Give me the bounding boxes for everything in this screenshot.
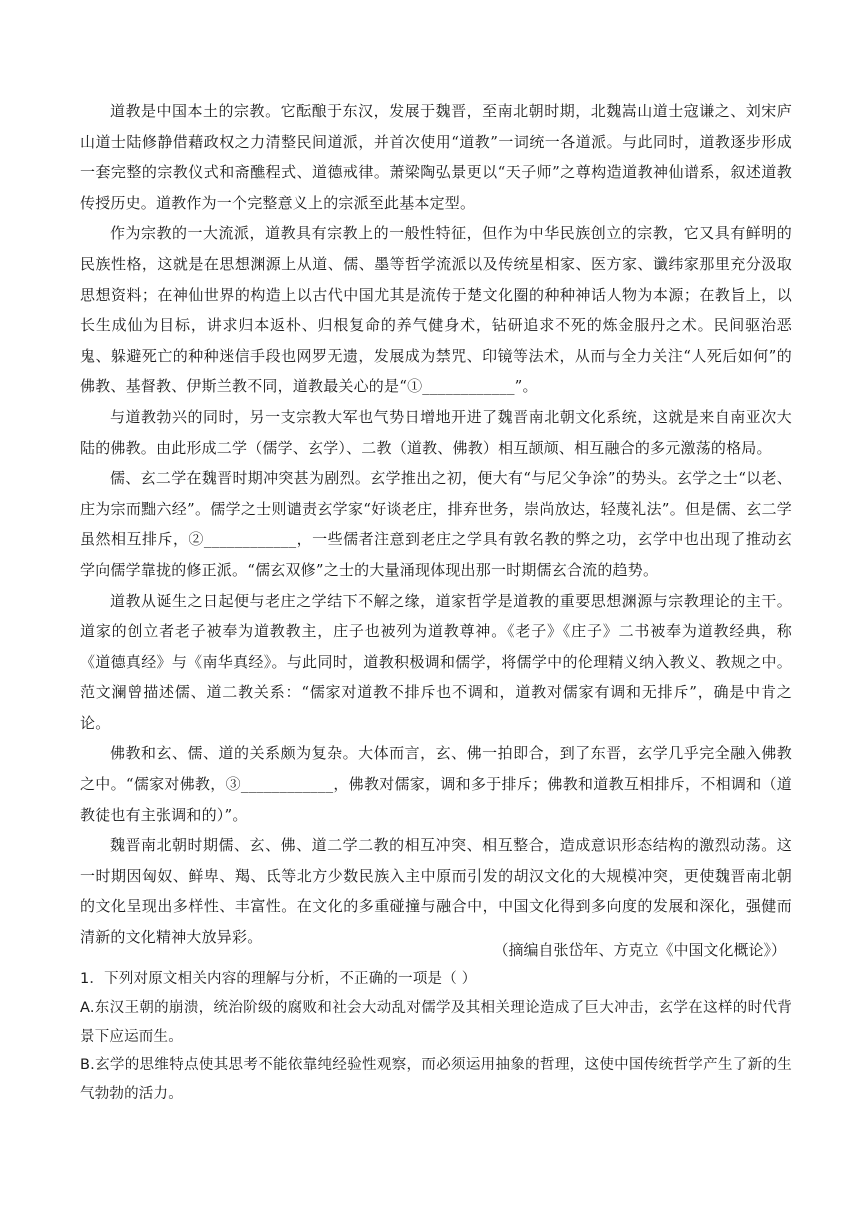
question-section bbox=[80, 965, 792, 1109]
passage-source-citation: （摘编自张岱年、方克立《中国文化概论》） bbox=[493, 941, 786, 959]
passage-paragraph-3: 与道教勃兴的同时，另一支宗教大军也气势日增地开进了魏晋南北朝文化系统，这就是来自南亚次大陆的佛教。由此形成二学（儒学、玄学）、二教（道教、佛教）相互颉颃、相互融合的多元激荡的格局。 bbox=[80, 407, 792, 457]
passage-paragraph-4: 儒、玄二学在魏晋时期冲突甚为剧烈。玄学推出之初，便大有“与尼父争涂”的势头。玄学之士“以老、庄为宗而黜六经”。儒学之士则谴责玄学家“好谈老庄，排弃世务，崇尚放达，轻蔑礼法”。但是儒、玄二学虽然相互排斥，②____________，一些儒者注意到老庄之学具有敦名教的弊之功，玄学中也出现了推动玄学向儒学靠拢的修正派。“儒玄双修”之士的大量涌现体现出那一时期儒玄合流的趋势。 bbox=[80, 469, 792, 579]
question-1-stem: 1．下列对原文相关内容的理解与分析，不正确的一项是（ ） bbox=[80, 971, 477, 987]
passage-paragraph-5: 道教从诞生之日起便与老庄之学结下不解之缘，道家哲学是道教的重要思想渊源与宗教理论的主干。道家的创立者老子被奉为道教教主，庄子也被列为道教尊神。《老子》《庄子》二书被奉为道教经典，称《道德真经》与《南华真经》。与此同时，道教积极调和儒学，将儒学中的伦理精义纳入教义、教规之中。范文澜曾描述儒、道二教关系：“儒家对道教不排斥也不调和，道教对儒家有调和无排斥”，确是中肯之论。 bbox=[80, 591, 792, 732]
passage-paragraph-7: 魏晋南北朝时期儒、玄、佛、道二学二教的相互冲突、相互整合，造成意识形态结构的激烈动荡。这一时期因匈奴、鲜卑、羯、氐等北方少数民族入主中原而引发的胡汉文化的大规模冲突，更使魏晋南北朝的文化呈现出多样性、丰富性。在文化的多重碰撞与融合中，中国文化得到多向度的发展和深化，强健而清新的文化精神大放异彩。 bbox=[80, 836, 792, 947]
passage-paragraph-2: 作为宗教的一大流派，道教具有宗教上的一般性特征，但作为中华民族创立的宗教，它又具有鲜明的民族性格，这就是在思想渊源上从道、儒、墨等哲学流派以及传统星相家、医方家、谶纬家那里充分汲取思想资料；在神仙世界的构造上以古代中国尤其是流传于楚文化圈的种种神话人物为本源；在教旨上，以长生成仙为目标，讲求归本返朴、归根复命的养气健身术，钻研追求不死的炼金服丹之术。民间驱治恶鬼、躲避死亡的种种迷信手段也网罗无遗，发展成为禁咒、印镜等法术，从而与全力关注“人死后如何”的佛教、基督教、伊斯兰教不同，道教最关心的是“①____________”。 bbox=[80, 224, 792, 396]
passage-paragraph-1: 道教是中国本土的宗教。它酝酿于东汉，发展于魏晋，至南北朝时期，北魏嵩山道士寇谦之、刘宋庐山道士陆修静借藉政权之力清整民间道派，并首次使用“道教”一词统一各道派。与此同时，道教逐步形成一套完整的宗教仪式和斋醮程式、道德戒律。萧梁陶弘景更以“天子师”之尊构造道教神仙谱系，叙述道教传授历史。道教作为一个完整意义上的宗派至此基本定型。 bbox=[80, 102, 792, 212]
question-1-option-a: A.东汉王朝的崩溃，统治阶级的腐败和社会大动乱对儒学及其相关理论造成了巨大冲击，玄学在这样的时代背景下应运而生。 bbox=[80, 999, 792, 1045]
passage-paragraph-6: 佛教和玄、儒、道的关系颇为复杂。大体而言，玄、佛一拍即合，到了东晋，玄学几乎完全融入佛教之中。“儒家对佛教，③____________，佛教对儒家，调和多于排斥；佛教和道教互相排斥，不相调和（道教徒也有主张调和的）”。 bbox=[80, 744, 792, 824]
reading-passage bbox=[80, 96, 792, 953]
question-1-option-b: B.玄学的思维特点使其思考不能依靠纯经验性观察，而必须运用抽象的哲理，这使中国传统哲学产生了新的生气勃勃的活力。 bbox=[80, 1057, 792, 1103]
